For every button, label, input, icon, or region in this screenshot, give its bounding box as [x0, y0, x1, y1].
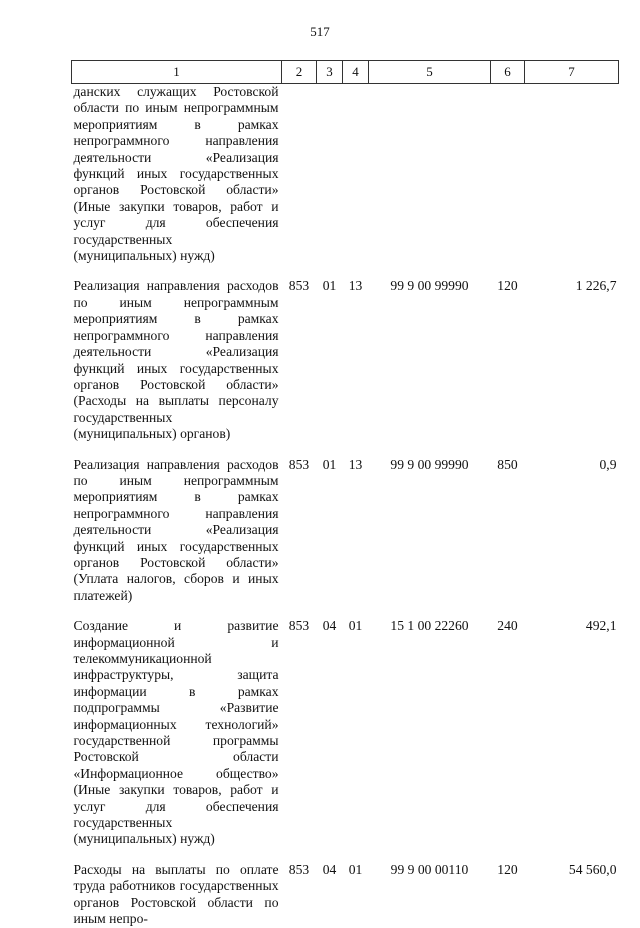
- row-amount: 492,1: [585, 618, 617, 634]
- row-vr: 120: [497, 278, 518, 294]
- row-rz: 01: [322, 278, 337, 294]
- table-row: [72, 278, 619, 442]
- row-pr: 01: [348, 861, 363, 877]
- header-col-2: 2: [282, 61, 317, 84]
- row-csr: 15 1 00 22260: [390, 618, 469, 634]
- page-number: 517: [310, 24, 330, 39]
- row-vr: [491, 84, 525, 265]
- header-col-3: 3: [317, 61, 343, 84]
- row-spacer: [72, 264, 619, 278]
- row-amount: [525, 84, 619, 265]
- budget-table: [71, 60, 619, 928]
- row-description: Реализация направления расходов по иным непрограммным мероприятиям в рамках непрограммного направления деятельности «Реализация функций иных государственных органов Ростовской области» (Расходы на выплаты персоналу государственных (муниципальных) органов): [73, 278, 279, 442]
- row-description: данских служащих Ростовской области по иным непрограммным мероприятиям в рамках непрограммного направления деятельности «Реализация функций иных государственных органов Ростовской области» (Иные закупки товаров, работ и услуг для обеспечения государственных (муниципальных) нужд): [73, 84, 279, 264]
- table-row: [72, 84, 619, 265]
- row-ved: 853: [288, 618, 310, 634]
- row-amount: 0,9: [599, 456, 617, 472]
- row-csr: 99 9 00 00110: [390, 861, 469, 877]
- row-csr: [369, 84, 491, 265]
- row-pr: 01: [348, 618, 363, 634]
- row-pr: [343, 84, 369, 265]
- table-header-row: [72, 61, 619, 84]
- row-pr: 13: [348, 278, 363, 294]
- row-csr: 99 9 00 99990: [390, 456, 469, 472]
- row-amount: 1 226,7: [575, 278, 617, 294]
- row-description: Реализация направления расходов по иным непрограммным мероприятиям в рамках непрограммного направления деятельности «Реализация функций иных государственных органов Ростовской области» (Уплата налогов, сборов и иных платежей): [73, 456, 279, 603]
- row-pr: 13: [348, 456, 363, 472]
- table-row: [72, 618, 619, 848]
- row-ved: 853: [288, 278, 310, 294]
- row-description: Расходы на выплаты по оплате труда работников государственных органов Ростовской области по иным непро-: [73, 861, 279, 927]
- row-vr: 850: [497, 456, 518, 472]
- header-col-7: 7: [525, 61, 619, 84]
- row-csr: 99 9 00 99990: [390, 278, 469, 294]
- row-description: Создание и развитие информационной и телекоммуникационной инфраструктуры, защита информации в рамках подпрограммы «Развитие информационных технологий» государственной программы Ростовской области «Информационное общество» (Иные закупки товаров, работ и услуг для обеспечения государственных (муниципальных) нужд): [73, 618, 279, 847]
- row-ved: 853: [288, 456, 310, 472]
- header-col-1: 1: [72, 61, 282, 84]
- row-spacer: [72, 443, 619, 457]
- row-vr: 120: [497, 861, 518, 877]
- row-rz: 04: [322, 861, 337, 877]
- row-vr: 240: [497, 618, 518, 634]
- row-rz: 04: [322, 618, 337, 634]
- table-row: [72, 457, 619, 605]
- row-rz: [317, 84, 343, 265]
- row-rz: 01: [322, 456, 337, 472]
- row-spacer: [72, 604, 619, 618]
- table-row: [72, 862, 619, 928]
- header-col-5: 5: [369, 61, 491, 84]
- row-amount: 54 560,0: [568, 861, 617, 877]
- header-col-6: 6: [491, 61, 525, 84]
- row-ved: 853: [288, 861, 310, 877]
- row-spacer: [72, 848, 619, 862]
- row-ved: [282, 84, 317, 265]
- header-col-4: 4: [343, 61, 369, 84]
